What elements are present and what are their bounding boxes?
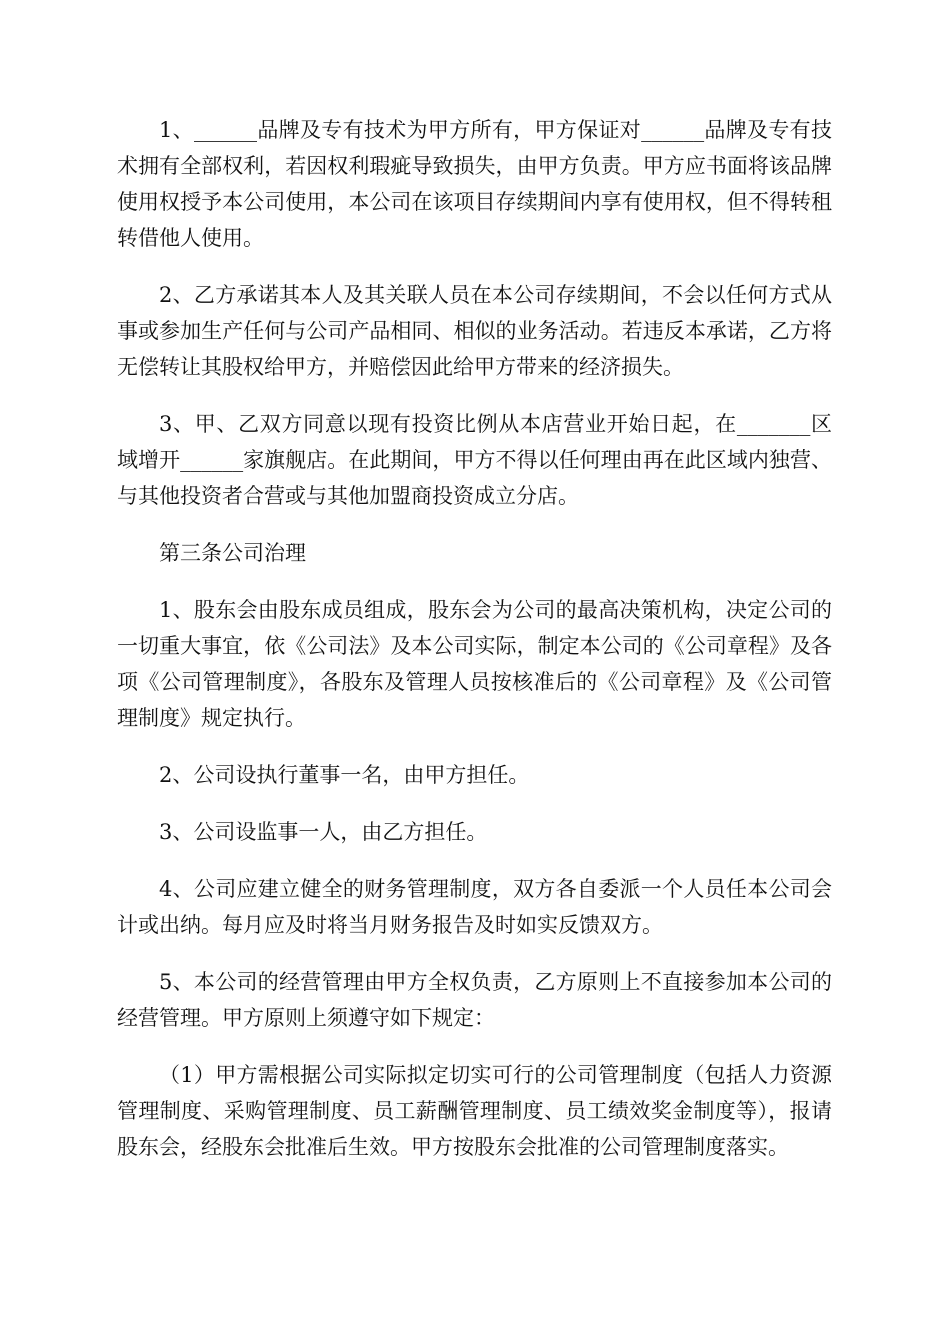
clause-financial-management: 4、公司应建立健全的财务管理制度，双方各自委派一个人员任本公司会计或出纳。每月应及时将当月财务报告及时如实反馈双方。: [117, 877, 832, 937]
clause-flagship-stores: 3、甲、乙双方同意以现有投资比例从本店营业开始日起，在_______区域增开______家旗舰店。在此期间，甲方不得以任何理由再在此区域内独营、与其他投资者合营或与其他加盟商投资成立分店。: [117, 412, 832, 508]
clause-executive-director: 2、公司设执行董事一名，由甲方担任。: [159, 763, 530, 787]
clause-brand-ownership: 1、______品牌及专有技术为甲方所有，甲方保证对______品牌及专有技术拥有全部权利，若因权利瑕疵导致损失，由甲方负责。甲方应书面将该品牌使用权授予本公司使用，本公司在该项目存续期间内享有使用权，但不得转租转借他人使用。: [117, 118, 832, 250]
clause-operations-management: 5、本公司的经营管理由甲方全权负责，乙方原则上不直接参加本公司的经营管理。甲方原则上须遵守如下规定：: [117, 970, 832, 1030]
clause-non-compete: 2、乙方承诺其本人及其关联人员在本公司存续期间，不会以任何方式从事或参加生产任何与公司产品相同、相似的业务活动。若违反本承诺，乙方将无偿转让其股权给甲方，并赔偿因此给甲方带来的经济损失。: [117, 283, 832, 379]
section-heading-governance: 第三条公司治理: [159, 541, 306, 565]
clause-management-rules: （1）甲方需根据公司实际拟定切实可行的公司管理制度（包括人力资源管理制度、采购管理制度、员工薪酬管理制度、员工绩效奖金制度等），报请股东会，经股东会批准后生效。甲方按股东会批准的公司管理制度落实。: [117, 1063, 832, 1159]
clause-shareholders-meeting: 1、股东会由股东成员组成，股东会为公司的最高决策机构，决定公司的一切重大事宜，依《公司法》及本公司实际，制定本公司的《公司章程》及各项《公司管理制度》，各股东及管理人员按核准后的《公司章程》及《公司管理制度》规定执行。: [117, 598, 832, 730]
clause-supervisor: 3、公司设监事一人，由乙方担任。: [159, 820, 488, 844]
